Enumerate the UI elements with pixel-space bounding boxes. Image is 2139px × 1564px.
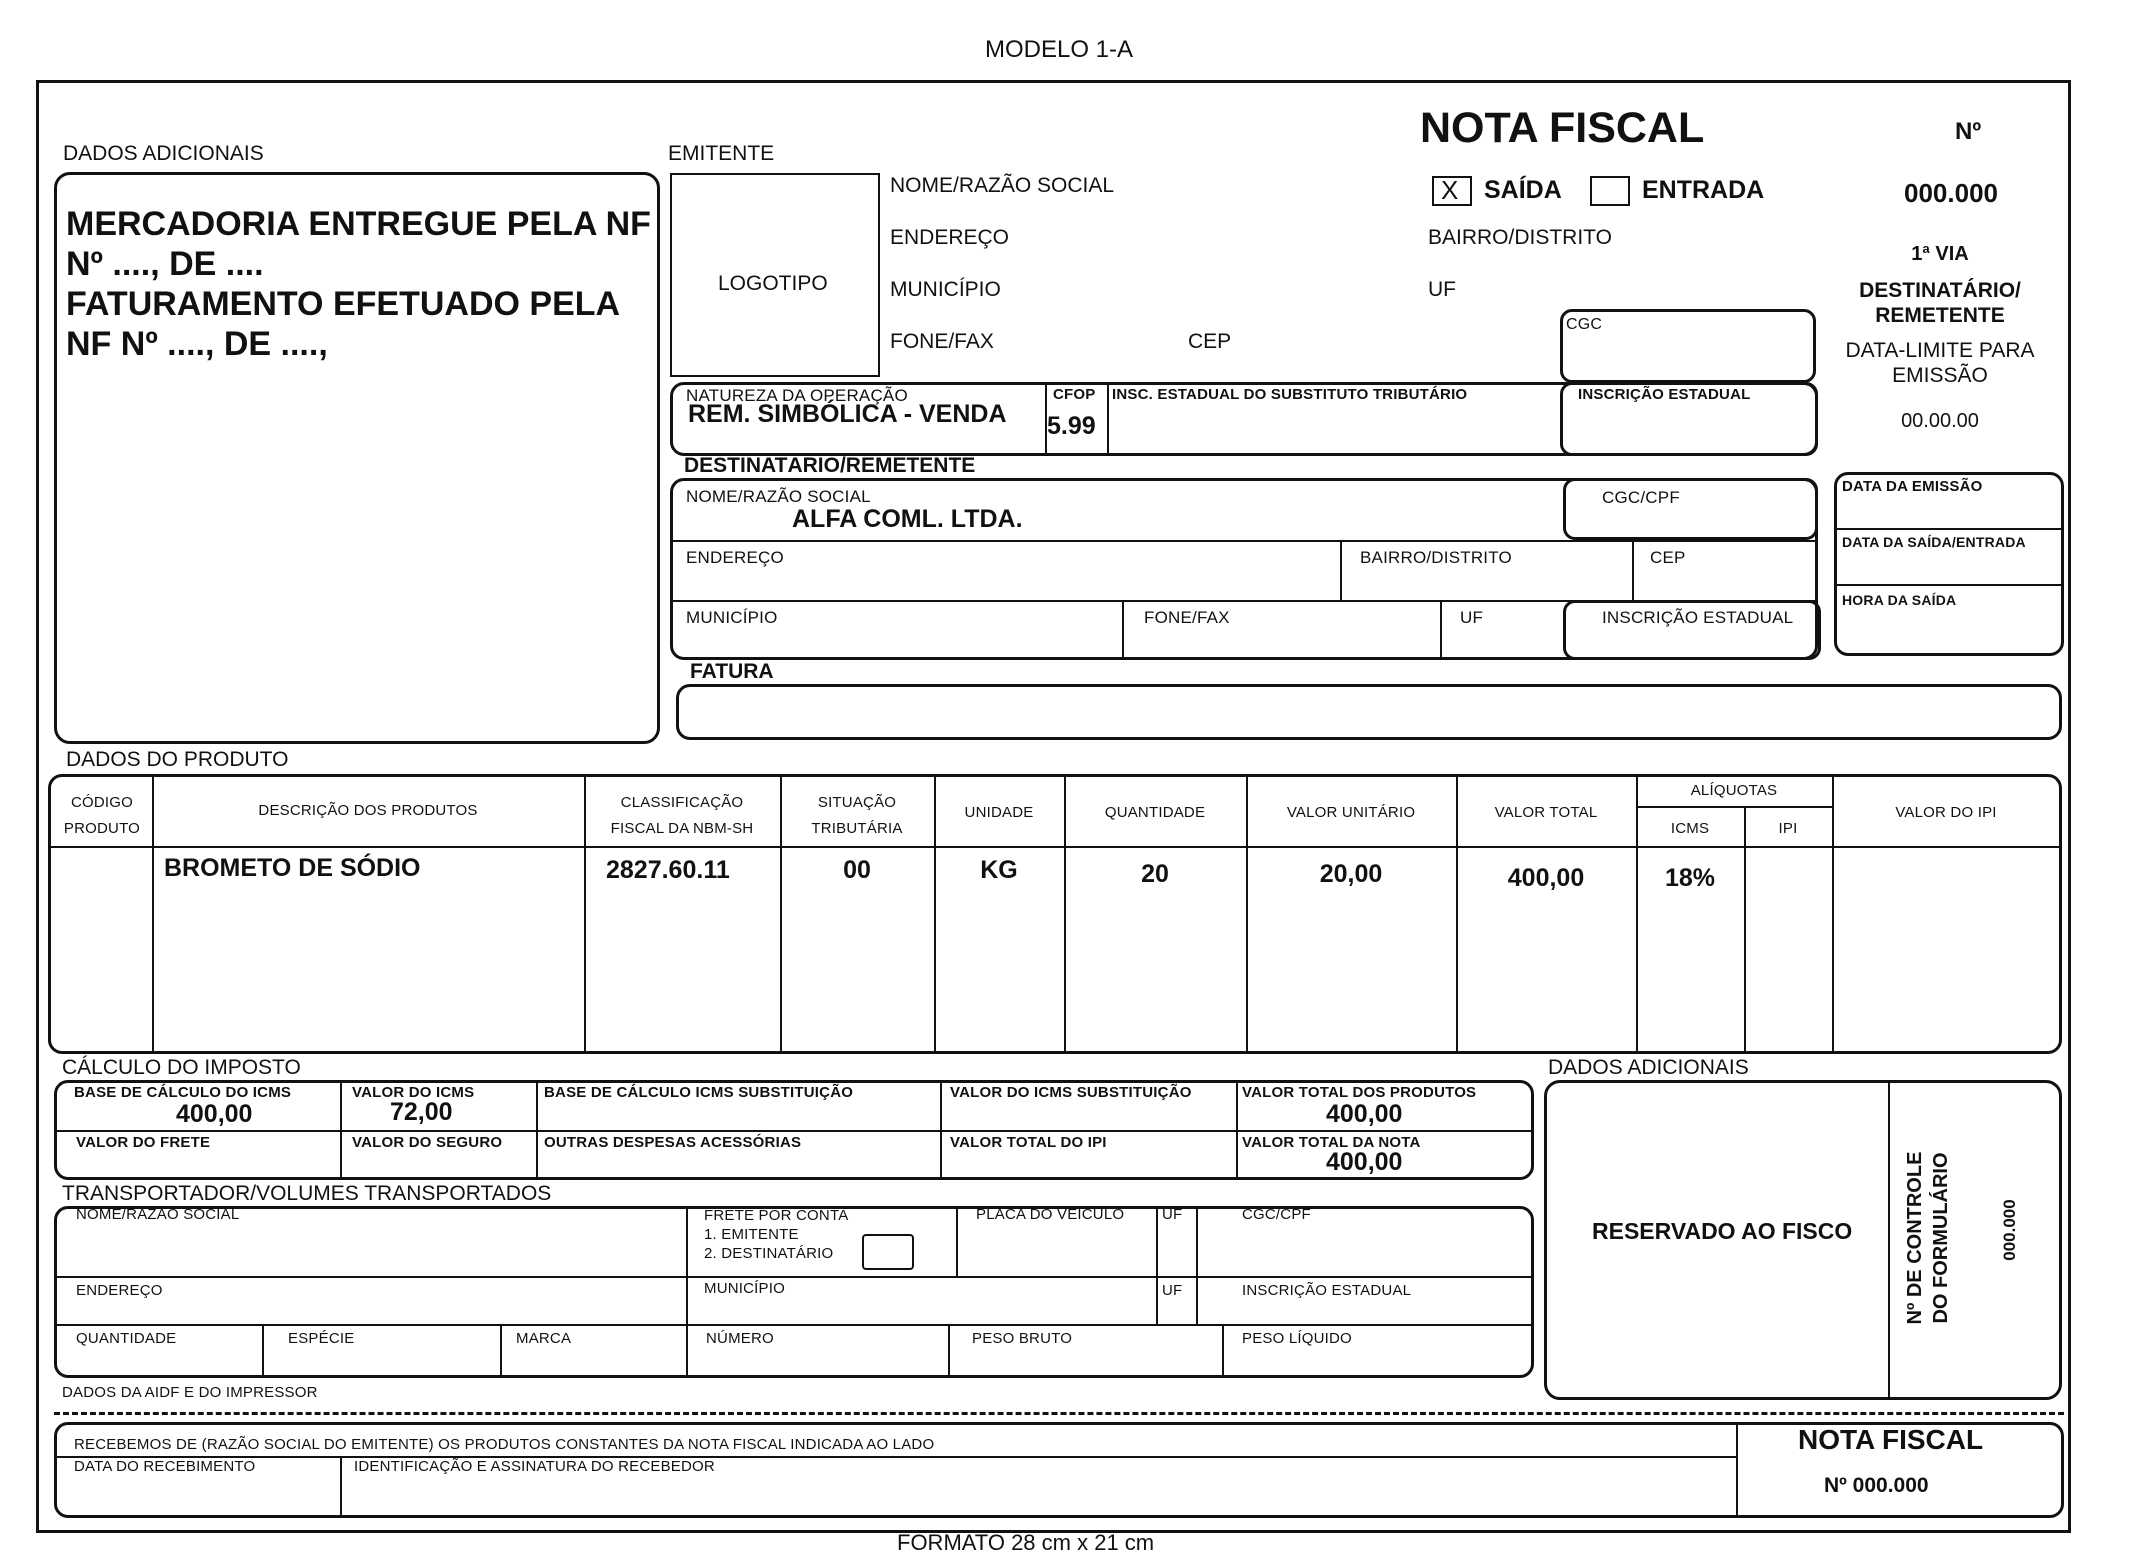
- transportador-title: TRANSPORTADOR/VOLUMES TRANSPORTADOS: [62, 1182, 552, 1205]
- limit-line-1: DATA-LIMITE PARA: [1845, 339, 2035, 362]
- h-ipi: IPI: [1778, 820, 1798, 837]
- imposto-div-3: [940, 1082, 942, 1178]
- col-div-9: [1744, 806, 1746, 1052]
- dest-fone-label: FONE/FAX: [1144, 608, 1230, 627]
- imposto-div-1: [340, 1082, 342, 1178]
- emitente-title: EMITENTE: [668, 142, 775, 165]
- imposto-title: CÁLCULO DO IMPOSTO: [62, 1056, 301, 1079]
- h-codigo-2: PRODUTO: [63, 820, 141, 837]
- transp-endereco-label: ENDEREÇO: [76, 1282, 163, 1299]
- natureza-value: REM. SIMBÓLICA - VENDA: [688, 400, 1007, 428]
- transp-quantidade-label: QUANTIDADE: [76, 1330, 177, 1347]
- h-valor-ipi: VALOR DO IPI: [1895, 804, 1997, 821]
- transp-frete: [704, 1206, 848, 1263]
- valor-sub-label: VALOR DO ICMS SUBSTITUIÇÃO: [950, 1084, 1192, 1101]
- h-sit-1: SITUAÇÃO: [817, 794, 897, 811]
- emitente-municipio-label: MUNICÍPIO: [890, 278, 1001, 301]
- h-situacao: [780, 790, 934, 842]
- dest-div-fone: [1122, 600, 1124, 658]
- dest-nome-value: ALFA COML. LTDA.: [792, 505, 1023, 533]
- transp-line-1: [56, 1276, 1532, 1278]
- placa-label: PLACA DO VEÍCULO: [976, 1206, 1125, 1223]
- additional-line-1: MERCADORIA ENTREGUE PELA NF: [66, 205, 651, 243]
- dest-uf-label: UF: [1460, 608, 1484, 627]
- dest-row-line-1: [672, 540, 1816, 542]
- h-icms: ICMS: [1670, 820, 1710, 837]
- transp-numero-label: NÚMERO: [706, 1330, 774, 1347]
- transp-div-uf-a: [1156, 1208, 1158, 1324]
- dest-endereco-label: ENDEREÇO: [686, 548, 784, 567]
- seguro-label: VALOR DO SEGURO: [352, 1134, 503, 1151]
- controle-formulario: [1902, 1108, 1962, 1368]
- imposto-div-4: [1236, 1082, 1238, 1178]
- aliquotas-line: [1636, 806, 1832, 808]
- valor-icms-label: VALOR DO ICMS: [352, 1084, 475, 1101]
- transp-municipio-label: MUNICÍPIO: [704, 1280, 785, 1297]
- data-recebimento-label: DATA DO RECEBIMENTO: [74, 1458, 256, 1475]
- dados-adicionais-left-title: DADOS ADICIONAIS: [63, 142, 264, 165]
- controle-line-2: DO FORMULÁRIO: [1930, 1152, 1952, 1324]
- reservado-divider: [1888, 1082, 1890, 1398]
- limit-date: [1820, 338, 2060, 388]
- emitente-cep-label: CEP: [1188, 330, 1232, 353]
- h-descricao: DESCRIÇÃO DOS PRODUTOS: [258, 802, 478, 819]
- produto-quantidade: 20: [1141, 860, 1169, 888]
- dates-line-1: [1836, 528, 2062, 530]
- transp-line-2: [56, 1324, 1532, 1326]
- transp-marca-label: MARCA: [516, 1330, 572, 1347]
- cfop-label: CFOP: [1053, 386, 1096, 403]
- produto-descricao: BROMETO DE SÓDIO: [164, 854, 421, 882]
- insc-est-label: INSCRIÇÃO ESTADUAL: [1578, 386, 1751, 403]
- transp-div-peso: [948, 1324, 950, 1376]
- frete-label: VALOR DO FRETE: [76, 1134, 211, 1151]
- cfop-value: 5.99: [1047, 412, 1096, 440]
- base-sub-label: BASE DE CÁLCULO ICMS SUBSTITUIÇÃO: [544, 1084, 854, 1101]
- produto-situacao: 00: [843, 856, 871, 884]
- insc-sub-label: INSC. ESTADUAL DO SUBSTITUTO TRIBUTÁRIO: [1112, 386, 1468, 403]
- transp-div-marca: [500, 1324, 502, 1376]
- fatura-box: [676, 684, 2062, 740]
- transp-div-placa: [956, 1208, 958, 1276]
- h-unidade: UNIDADE: [964, 804, 1034, 821]
- entrada-checkbox[interactable]: [1590, 176, 1630, 206]
- transp-uf2-label: UF: [1162, 1282, 1183, 1299]
- nf-number-label: Nº: [1955, 118, 1982, 145]
- nota-fiscal-title: NOTA FISCAL: [1420, 104, 1705, 152]
- emitente-bairro-label: BAIRRO/DISTRITO: [1428, 226, 1612, 249]
- h-class: [584, 790, 780, 842]
- h-valor-unit: VALOR UNITÁRIO: [1286, 804, 1416, 821]
- total-nota-label: VALOR TOTAL DA NOTA: [1242, 1134, 1421, 1151]
- natureza-label: NATUREZA DA OPERAÇÃO: [686, 386, 908, 405]
- destinatario-title: DESTINATÁRIO/REMETENTE: [684, 454, 976, 477]
- produto-header-line: [50, 846, 2060, 848]
- emitente-nome-label: NOME/RAZÃO SOCIAL: [890, 174, 1115, 197]
- imposto-line: [56, 1130, 1532, 1132]
- controle-value: 000.000: [2000, 1199, 2019, 1261]
- transp-div-liq: [1222, 1324, 1224, 1376]
- outras-label: OUTRAS DESPESAS ACESSÓRIAS: [544, 1134, 802, 1151]
- produto-valor-unitario: 20,00: [1319, 860, 1383, 888]
- canhoto-data-divider: [340, 1456, 342, 1516]
- dates-line-2: [1836, 584, 2062, 586]
- emitente-cgc-label: CGC: [1566, 316, 1603, 333]
- canhoto-line: [56, 1456, 1736, 1458]
- dest-div-uf: [1440, 600, 1442, 658]
- dados-adicionais-left-text: [66, 204, 656, 364]
- transp-nome-label: NOME/RAZÃO SOCIAL: [76, 1206, 240, 1223]
- canhoto-nf-title: NOTA FISCAL: [1798, 1424, 1984, 1455]
- canhoto-divider: [1736, 1424, 1738, 1516]
- saida-label: SAÍDA: [1484, 176, 1562, 204]
- total-prod-value: 400,00: [1326, 1100, 1403, 1128]
- dest-div-cep: [1632, 540, 1634, 600]
- produto-icms: 18%: [1664, 864, 1716, 892]
- logo-label: LOGOTIPO: [718, 272, 828, 295]
- dest-municipio-label: MUNICÍPIO: [686, 608, 778, 627]
- base-icms-label: BASE DE CÁLCULO DO ICMS: [74, 1084, 292, 1101]
- emitente-endereco-label: ENDEREÇO: [890, 226, 1010, 249]
- frete-code-box[interactable]: [862, 1234, 914, 1270]
- format-label: FORMATO 28 cm x 21 cm: [897, 1530, 1155, 1555]
- frete-line-1: FRETE POR CONTA: [704, 1207, 849, 1224]
- frete-line-2: 1. EMITENTE: [704, 1226, 799, 1243]
- transp-insc-label: INSCRIÇÃO ESTADUAL: [1242, 1282, 1412, 1299]
- transp-especie-label: ESPÉCIE: [288, 1330, 355, 1347]
- total-prod-label: VALOR TOTAL DOS PRODUTOS: [1242, 1084, 1477, 1101]
- dados-adicionais-right-title: DADOS ADICIONAIS: [1548, 1056, 1749, 1079]
- h-codigo: [52, 790, 152, 842]
- valor-icms-value: 72,00: [390, 1098, 453, 1126]
- col-div-8: [1636, 776, 1638, 1052]
- h-class-2: FISCAL DA NBM-SH: [610, 820, 754, 837]
- emitente-fone-label: FONE/FAX: [890, 330, 994, 353]
- transp-cgc-label: CGC/CPF: [1242, 1206, 1311, 1223]
- dest-cep-label: CEP: [1650, 548, 1686, 567]
- additional-line-4: NF Nº ...., DE ....,: [66, 325, 328, 363]
- dest-div-bairro: [1340, 540, 1342, 600]
- produto-unidade: KG: [980, 856, 1018, 884]
- nf-number-value: 000.000: [1904, 178, 1998, 208]
- emitente-uf-label: UF: [1428, 278, 1456, 301]
- produto-title: DADOS DO PRODUTO: [66, 748, 289, 771]
- produto-classificacao: 2827.60.11: [606, 856, 730, 884]
- model-label: MODELO 1-A: [985, 36, 1134, 63]
- dest-cgc-label: CGC/CPF: [1602, 488, 1680, 507]
- via-dest: [1820, 278, 2060, 328]
- h-codigo-1: CÓDIGO: [70, 794, 134, 811]
- reservado-label: RESERVADO AO FISCO: [1592, 1218, 1853, 1244]
- frete-line-3: 2. DESTINATÁRIO: [704, 1245, 834, 1262]
- via-dest-line-1: DESTINATÁRIO/: [1859, 279, 2021, 302]
- additional-line-3: FATURAMENTO EFETUADO PELA: [66, 285, 621, 323]
- cut-line: [54, 1412, 2064, 1415]
- data-saida-label: DATA DA SAÍDA/ENTRADA: [1842, 534, 2026, 550]
- h-class-1: CLASSIFICAÇÃO: [620, 794, 744, 811]
- transp-div-main: [686, 1208, 688, 1376]
- transp-div-especie: [262, 1324, 264, 1376]
- transp-peso-liquido-label: PESO LÍQUIDO: [1242, 1330, 1352, 1347]
- total-ipi-label: VALOR TOTAL DO IPI: [950, 1134, 1107, 1151]
- additional-line-2: Nº ...., DE ....: [66, 245, 264, 283]
- h-quantidade: QUANTIDADE: [1104, 804, 1206, 821]
- data-emissao-label: DATA DA EMISSÃO: [1842, 478, 1983, 495]
- hora-saida-label: HORA DA SAÍDA: [1842, 592, 1957, 608]
- limit-line-2: EMISSÃO: [1892, 364, 1988, 387]
- identificacao-label: IDENTIFICAÇÃO E ASSINATURA DO RECEBEDOR: [354, 1458, 715, 1475]
- recebemos-label: RECEBEMOS DE (RAZÃO SOCIAL DO EMITENTE) OS PRODUTOS CONSTANTES DA NOTA FISCAL INDICADA AO LADO: [74, 1436, 935, 1453]
- fatura-title: FATURA: [690, 660, 774, 683]
- canhoto-nf-number: Nº 000.000: [1824, 1474, 1929, 1497]
- saida-check-mark: X: [1441, 175, 1459, 205]
- dates-box: [1834, 472, 2064, 656]
- via-dest-line-2: REMETENTE: [1875, 304, 2005, 327]
- dest-bairro-label: BAIRRO/DISTRITO: [1360, 548, 1512, 567]
- controle-line-1: Nº DE CONTROLE: [1904, 1151, 1926, 1325]
- total-nota-value: 400,00: [1326, 1148, 1403, 1176]
- h-aliquotas: ALÍQUOTAS: [1690, 782, 1778, 799]
- h-sit-2: TRIBUTÁRIA: [811, 820, 903, 837]
- h-valor-total: VALOR TOTAL: [1494, 804, 1598, 821]
- transp-peso-bruto-label: PESO BRUTO: [972, 1330, 1073, 1347]
- transp-uf-label: UF: [1162, 1206, 1183, 1223]
- dest-nome-label: NOME/RAZÃO SOCIAL: [686, 487, 871, 506]
- base-icms-value: 400,00: [176, 1100, 253, 1128]
- limit-date-value: 00.00.00: [1901, 410, 1979, 432]
- imposto-div-2: [536, 1082, 538, 1178]
- entrada-label: ENTRADA: [1642, 176, 1765, 204]
- via-label: 1ª VIA: [1911, 243, 1969, 265]
- dest-insc-label: INSCRIÇÃO ESTADUAL: [1602, 608, 1794, 627]
- natureza-divider-2: [1107, 384, 1109, 454]
- aidf-label: DADOS DA AIDF E DO IMPRESSOR: [62, 1384, 318, 1401]
- transp-div-uf-b: [1196, 1208, 1198, 1324]
- produto-valor-total: 400,00: [1507, 864, 1585, 892]
